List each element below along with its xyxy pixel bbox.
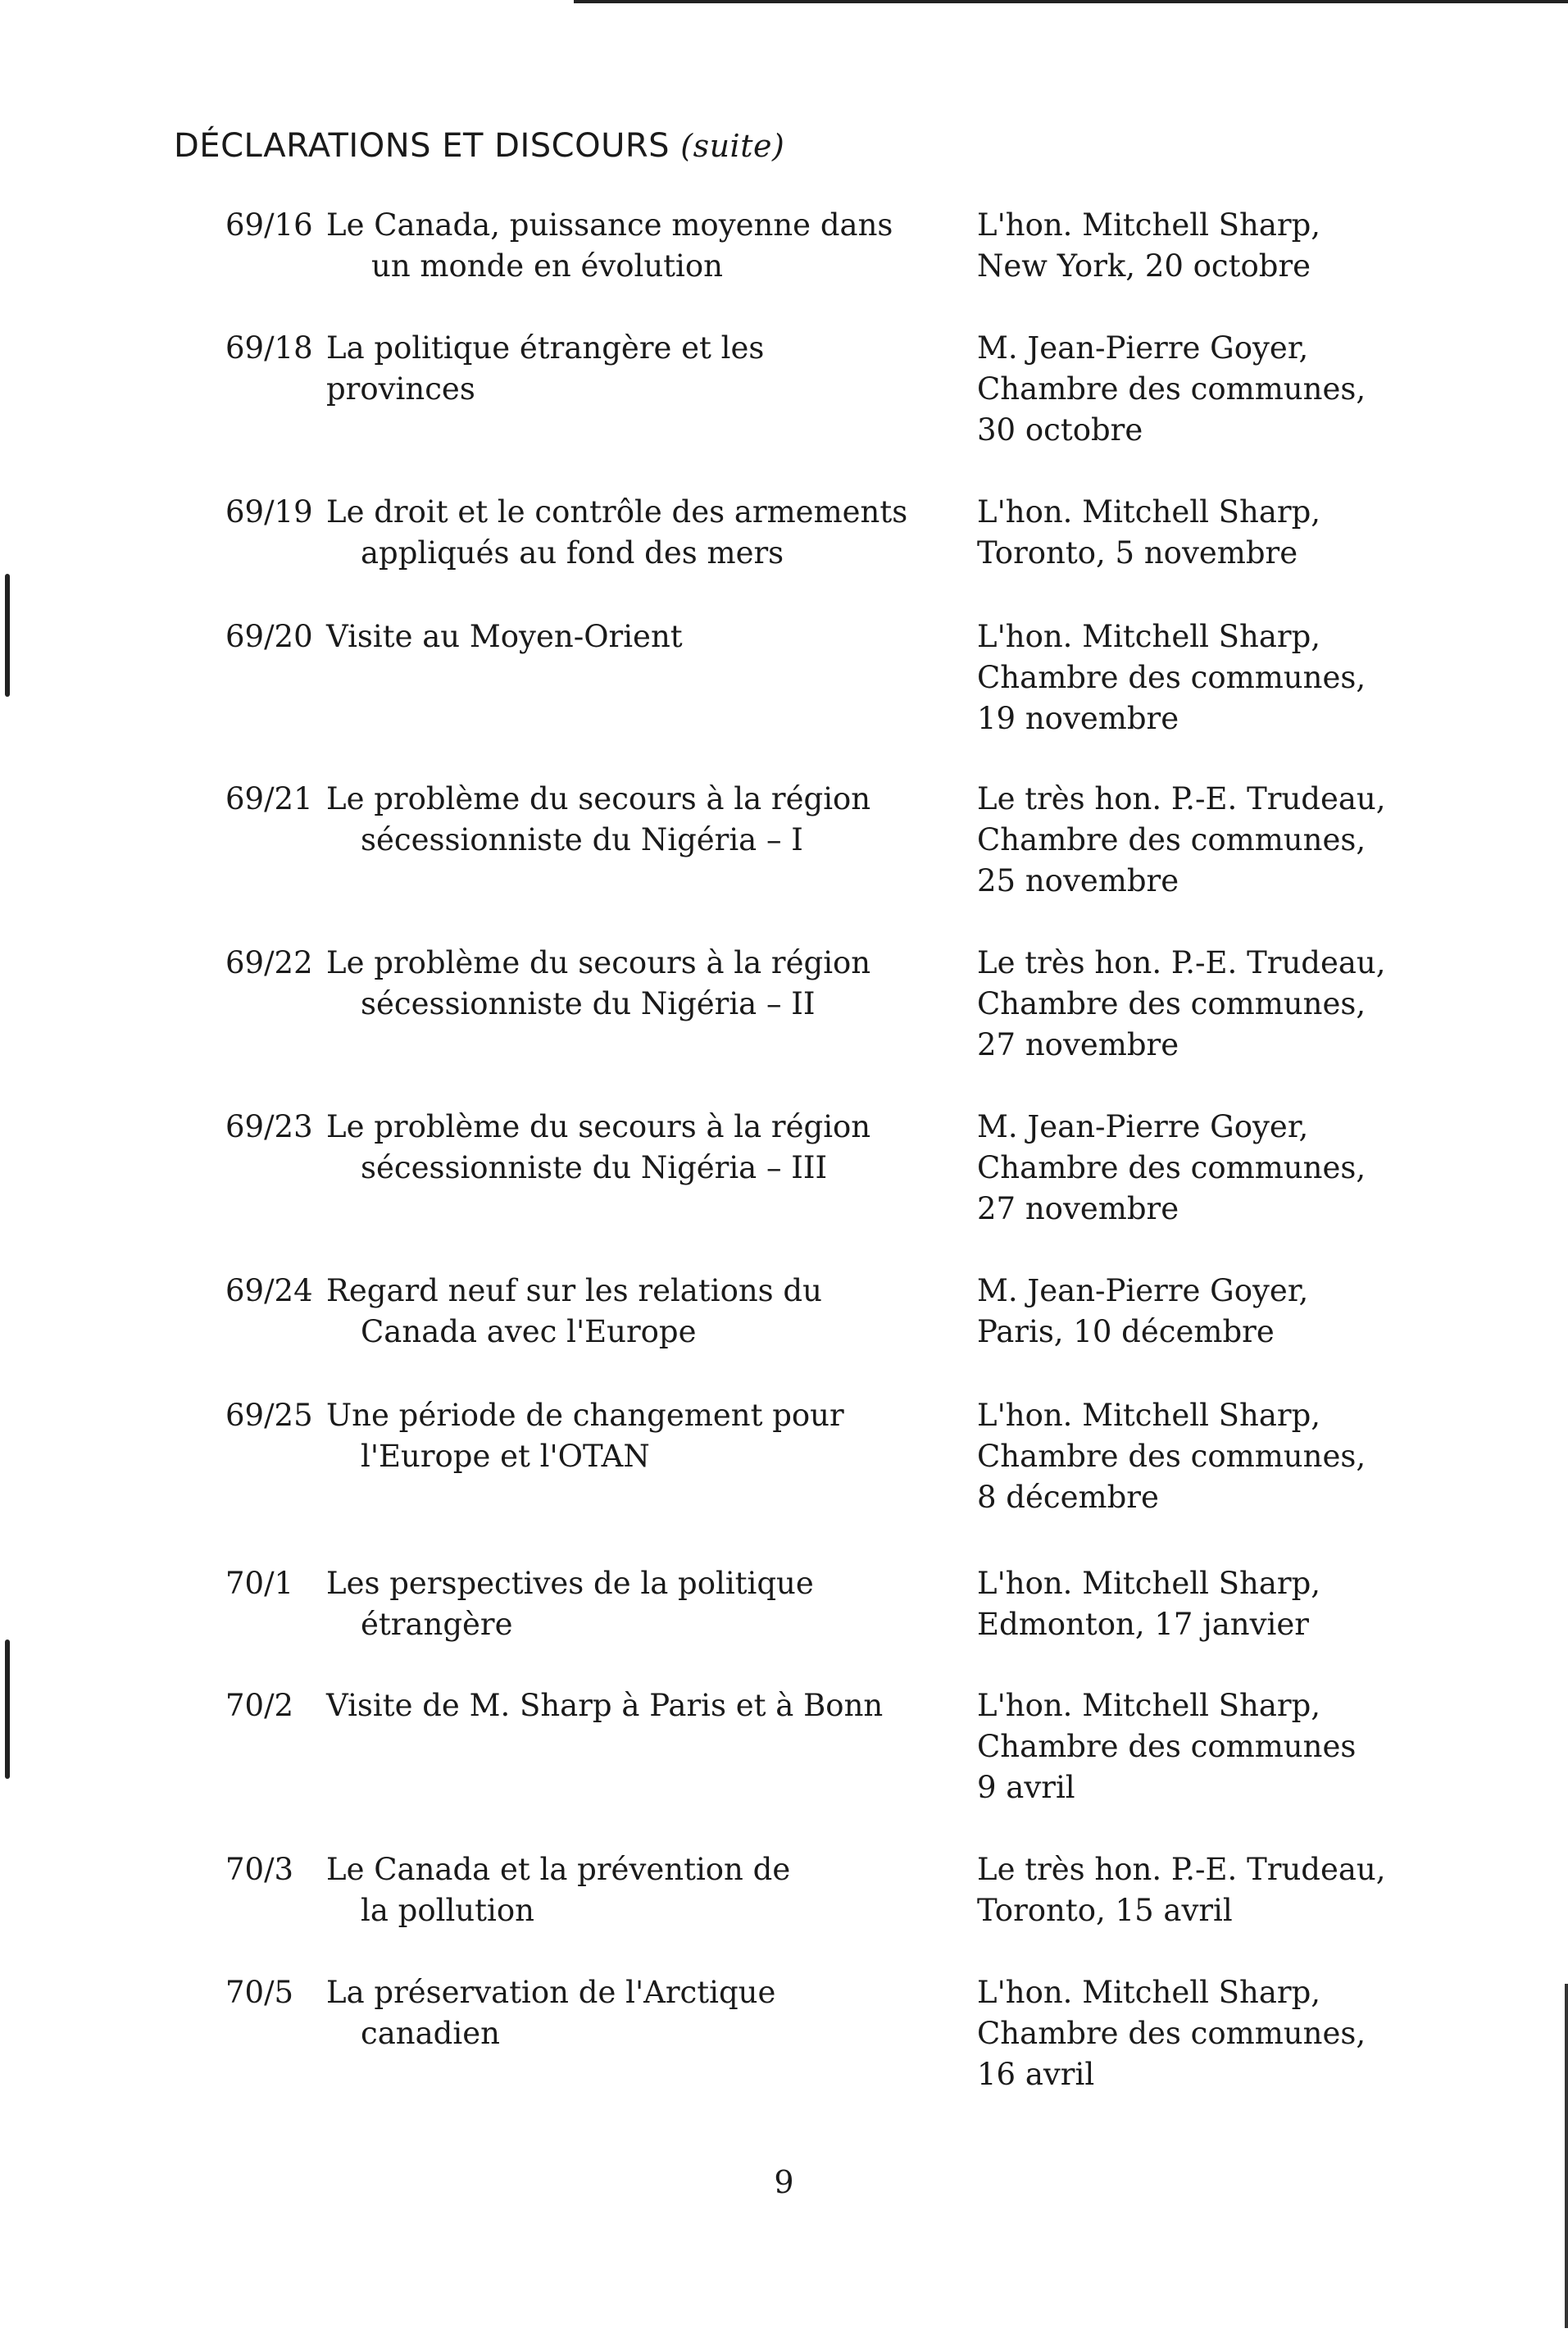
entry-title-line-1: Visite au Moyen-Orient [326,619,683,654]
entry-speaker-line-1: L'hon. Mitchell Sharp, [977,1688,1321,1723]
entry-speaker [977,779,1469,902]
entry-title-line-1: Les perspectives de la politique [326,1566,814,1601]
entry-speaker-line-1: L'hon. Mitchell Sharp, [977,1398,1321,1433]
entry-title [326,1107,916,1189]
entry-speaker-line-3: 25 novembre [977,863,1179,898]
entry-speaker-line-3: 27 novembre [977,1027,1179,1062]
entry-title-line-1: La politique étrangère et les provinces [326,330,765,407]
entry-title-line-2: sécessionniste du Nigéria – III [361,1150,828,1185]
entry-speaker-line-2: Paris, 10 décembre [977,1314,1275,1349]
entry-number: 69/21 [225,781,313,816]
entry-speaker-line-3: 9 avril [977,1770,1075,1805]
entry-title-line-2: Canada avec l'Europe [361,1314,697,1349]
entry-speaker-line-1: L'hon. Mitchell Sharp, [977,494,1321,530]
entry-speaker [977,1395,1469,1518]
entry-speaker-line-3: 16 avril [977,2057,1095,2092]
entry-title-line-1: Le Canada, puissance moyenne dans [326,207,893,243]
entry-title-line-1: Regard neuf sur les relations du [326,1273,822,1308]
entry-title [326,328,916,410]
entry-speaker [977,1563,1469,1645]
entry-speaker [977,328,1469,451]
entry-speaker [977,1972,1469,2095]
entry-title-line-2: étrangère [361,1607,513,1642]
entry-number: 69/25 [225,1398,313,1433]
entry-speaker [977,616,1469,739]
entry-title [326,1563,916,1645]
entry-number: 69/19 [225,494,313,530]
entry-speaker-line-1: M. Jean-Pierre Goyer, [977,330,1309,366]
entry-title [326,492,916,574]
entry-number: 70/2 [225,1688,294,1723]
entry-speaker-line-2: New York, 20 octobre [977,248,1311,284]
page-heading [174,127,784,165]
entry-speaker-line-1: L'hon. Mitchell Sharp, [977,1975,1321,2010]
entry-title-line-1: Le problème du secours à la région [326,781,871,816]
entry-speaker-line-3: 8 décembre [977,1480,1159,1515]
right-edge-rule [1565,1984,1568,2328]
entry-speaker-line-2: Chambre des communes [977,1729,1357,1764]
entry-title-line-1: Le Canada et la prévention de [326,1852,791,1887]
entry-speaker [977,1107,1469,1230]
entry-title [326,205,916,287]
entry-title-line-2: l'Europe et l'OTAN [361,1439,650,1474]
entry-speaker-line-1: L'hon. Mitchell Sharp, [977,1566,1321,1601]
entry-title-line-1: Visite de M. Sharp à Paris et à Bonn [326,1688,884,1723]
entry-speaker-line-2: Chambre des communes, [977,822,1366,857]
entry-speaker-line-3: 19 novembre [977,701,1179,736]
entry-title-line-2: la pollution [361,1893,534,1928]
entry-title [326,1395,916,1477]
entry-speaker [977,943,1469,1066]
entry-speaker-line-1: Le très hon. P.-E. Trudeau, [977,1852,1386,1887]
entry-title-line-2: sécessionniste du Nigéria – I [361,822,803,857]
entry-title-line-2: sécessionniste du Nigéria – II [361,986,816,1021]
entry-speaker-line-2: Chambre des communes, [977,1439,1366,1474]
entry-speaker-line-2: Chambre des communes, [977,2016,1366,2051]
entry-number: 69/24 [225,1273,313,1308]
heading-main: DÉCLARATIONS ET DISCOURS [174,127,670,165]
entry-speaker-line-1: Le très hon. P.-E. Trudeau, [977,945,1386,980]
entry-speaker-line-2: Chambre des communes, [977,371,1366,407]
entry-title-line-1: Une période de changement pour [326,1398,844,1433]
entry-speaker [977,1271,1469,1353]
entry-speaker [977,492,1469,574]
page-number: 9 [774,2164,794,2200]
entry-title-line-1: La préservation de l'Arctique [326,1975,776,2010]
entry-speaker-line-2: Toronto, 5 novembre [977,535,1298,571]
entry-speaker-line-2: Edmonton, 17 janvier [977,1607,1309,1642]
entry-title-line-2: canadien [361,2016,500,2051]
margin-mark [5,574,10,697]
entry-title [326,943,916,1025]
margin-mark [5,1639,10,1779]
entry-number: 70/1 [225,1566,294,1601]
entry-title [326,1271,916,1353]
entry-speaker-line-1: L'hon. Mitchell Sharp, [977,619,1321,654]
entry-speaker-line-1: L'hon. Mitchell Sharp, [977,207,1321,243]
entry-speaker-line-2: Chambre des communes, [977,986,1366,1021]
entry-number: 69/18 [225,330,313,366]
entry-speaker [977,205,1469,287]
entry-number: 69/22 [225,945,313,980]
entry-title [326,1849,916,1931]
entry-speaker-line-3: 30 octobre [977,412,1143,448]
entry-number: 69/20 [225,619,313,654]
entry-title-line-2: un monde en évolution [371,248,723,284]
entry-speaker-line-2: Toronto, 15 avril [977,1893,1233,1928]
entry-speaker-line-3: 27 novembre [977,1191,1179,1226]
entry-title-line-1: Le problème du secours à la région [326,1109,871,1144]
entry-title-line-2: appliqués au fond des mers [361,535,784,571]
entry-title [326,1685,916,1726]
top-rule [574,0,1568,3]
entry-speaker-line-2: Chambre des communes, [977,1150,1366,1185]
entry-title-line-1: Le droit et le contrôle des armements [326,494,908,530]
entry-title [326,616,916,657]
entry-number: 70/3 [225,1852,294,1887]
entry-title [326,779,916,861]
entry-number: 69/16 [225,207,313,243]
entry-speaker [977,1849,1469,1931]
entry-speaker-line-1: Le très hon. P.-E. Trudeau, [977,781,1386,816]
entry-speaker-line-2: Chambre des communes, [977,660,1366,695]
entry-speaker-line-1: M. Jean-Pierre Goyer, [977,1273,1309,1308]
entry-speaker-line-1: M. Jean-Pierre Goyer, [977,1109,1309,1144]
entry-number: 69/23 [225,1109,313,1144]
entry-title-line-1: Le problème du secours à la région [326,945,871,980]
heading-suffix: (suite) [680,128,785,164]
entry-number: 70/5 [225,1975,294,2010]
entry-title [326,1972,916,2054]
entry-speaker [977,1685,1469,1808]
